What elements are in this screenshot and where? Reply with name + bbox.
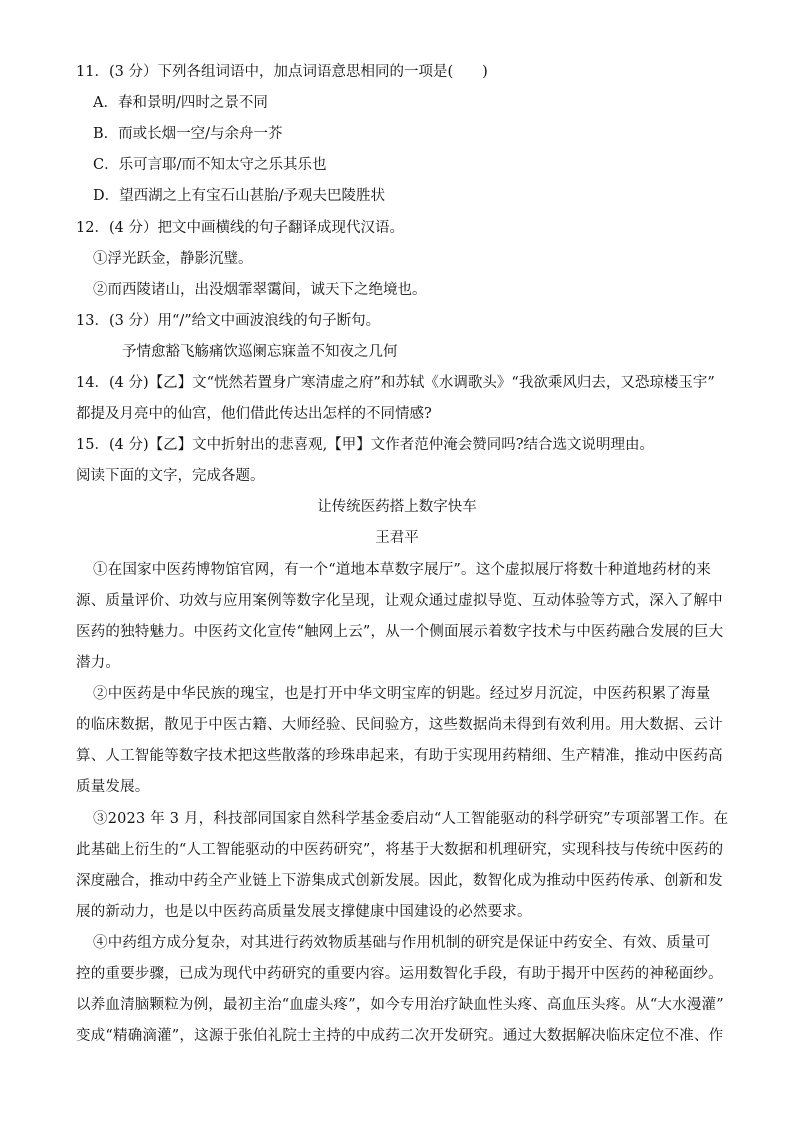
article-author: 王君平 <box>375 530 419 546</box>
article-line: 算、人工智能等数字技术把这些散落的珍珠串起来，有助于实现用药精细、生产精准，推动中医药高 <box>76 748 723 764</box>
question-12-item-1: ①浮光跃金，静影沉璧。 <box>93 251 253 267</box>
article-line: ②中医药是中华民族的瑰宝，也是打开中华文明宝库的钥匙。经过岁月沉淀，中医药积累了海量 <box>93 686 711 702</box>
article-line: 展的新动力，也是以中医药高质量发展支撑健康中国建设的必然要求。 <box>76 904 532 920</box>
question-14-line-2: 都提及月亮中的仙宫，他们借此传达出怎样的不同情感? <box>76 406 432 422</box>
article-line: 变成“精确滴灌”，这源于张伯礼院士主持的中成药二次开发研究。通过大数据解决临床定位不准、作 <box>76 1028 724 1044</box>
article-line: 此基础上衍生的“人工智能驱动的中医药研究”，将基于大数据和机理研究，实现科技与传统中医药的 <box>76 842 724 858</box>
article-line: 医药的独特魅力。中医药文化宣传“触网上云”，从一个侧面展示着数字技术与中医药融合发展的巨大 <box>76 624 724 640</box>
question-15-stem: 15．(4 分)【乙】文中折射出的悲喜观,【甲】文作者范仲淹会赞同吗?结合选文说明理由。 <box>76 437 654 453</box>
question-12-item-2: ②而西陵诸山，出没烟霏翠霭间，诚天下之绝境也。 <box>93 282 427 298</box>
article-line: ③2023 年 3 月，科技部同国家自然科学基金委启动“人工智能驱动的科学研究”专项部署工作。在 <box>93 811 729 827</box>
question-11-stem: 11．(3 分）下列各组词语中，加点词语意思相同的一项是( ) <box>76 64 488 80</box>
article-line: ④中药组方成分复杂，对其进行药效物质基础与作用机制的研究是保证中药安全、有效、质量可 <box>93 935 711 951</box>
article-line: 以养血清脑颗粒为例，最初主治“血虚头疼”，如今专用治疗缺血性头疼、高血压头疼。从“大水漫灌” <box>76 997 724 1013</box>
question-13-phrase: 予情愈豁飞觞痛饮巡阑忘寐盖不知夜之几何 <box>122 344 398 360</box>
question-13-stem: 13．(3 分）用“/”给文中画波浪线的句子断句。 <box>76 313 381 329</box>
article-line: 控的重要步骤，已成为现代中药研究的重要内容。运用数智化手段，有助于揭开中医药的神秘面纱。 <box>76 966 723 982</box>
article-line: 潜力。 <box>76 655 121 671</box>
article-line: 质量发展。 <box>76 779 150 795</box>
question-11-option-a: A．春和景明/四时之景不同 <box>93 95 268 111</box>
question-12-stem: 12．(4 分）把文中画横线的句子翻译成现代汉语。 <box>76 220 404 236</box>
question-14-line-1: 14．(4 分)【乙】文“恍然若置身广寒清虚之府”和苏轼《水调歌头》“我欲乘风归去，又恐琼楼玉宇” <box>76 375 715 391</box>
article-line: 深度融合，推动中药全产业链上下游集成式创新发展。因此，数智化成为推动中医药传承、创新和发 <box>76 873 723 889</box>
question-11-option-b: B．而或长烟一空/与余舟一芥 <box>93 126 283 142</box>
article-line: 的临床数据，散见于中医古籍、大师经验、民间验方，这些数据尚未得到有效利用。用大数据、云计 <box>76 717 723 733</box>
article-title: 让传统医药搭上数字快车 <box>317 499 477 515</box>
article-line: 源、质量评价、功效与应用案例等数字化呈现，让观众通过虚拟导览、互动体验等方式，深入了解中 <box>76 593 723 609</box>
question-11-option-d: D．望西湖之上有宝石山甚胎/予观夫巴陵胜状 <box>93 188 386 204</box>
question-11-option-c: C．乐可言耶/而不知太守之乐其乐也 <box>93 157 327 173</box>
reading-instruction: 阅读下面的文字，完成各题。 <box>76 468 265 484</box>
article-line: ①在国家中医药博物馆官网，有一个“道地本草数字展厅”。这个虚拟展厅将数十种道地药材的来 <box>93 562 711 578</box>
